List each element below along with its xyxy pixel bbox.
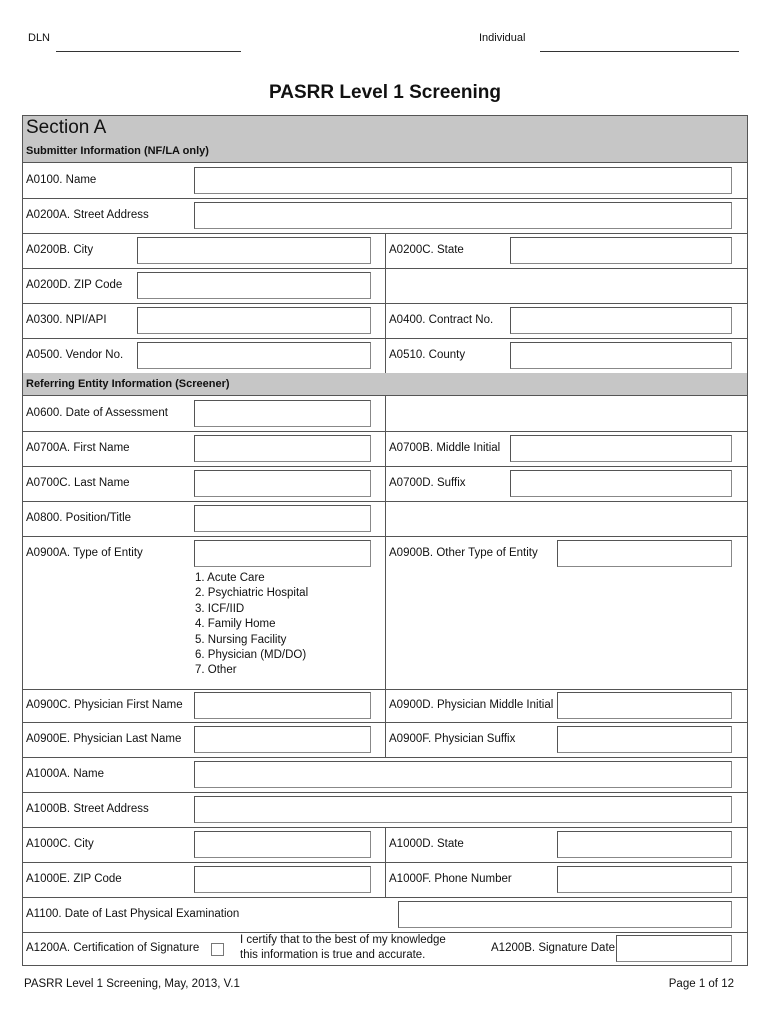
row-a1000b — [23, 792, 747, 828]
row-a0900a — [23, 536, 747, 690]
certify-line-1: I certify that to the best of my knowledge — [240, 934, 446, 946]
label-a0800: A0800. Position/Title — [26, 512, 132, 524]
entity-type-item: 4. Family Home — [195, 618, 276, 631]
label-a0510: A0510. County — [389, 349, 466, 361]
label-a0900f: A0900F. Physician Suffix — [389, 733, 516, 745]
input-a1000c[interactable] — [194, 831, 371, 858]
input-a0700c[interactable] — [194, 470, 371, 497]
dln-label: DLN — [28, 32, 51, 44]
entity-type-item: 2. Psychiatric Hospital — [195, 587, 309, 600]
input-a0600[interactable] — [194, 400, 371, 427]
row-a0700a — [23, 431, 747, 467]
row-a0900c — [23, 689, 747, 723]
label-a0700a: A0700A. First Name — [26, 442, 130, 454]
label-a0900b: A0900B. Other Type of Entity — [389, 547, 538, 559]
dln-field[interactable] — [56, 51, 241, 52]
label-a0300: A0300. NPI/API — [26, 314, 107, 326]
input-a1000e[interactable] — [194, 866, 371, 893]
input-a1000d[interactable] — [557, 831, 732, 858]
row-a1000a — [23, 757, 747, 793]
input-a0900f[interactable] — [557, 726, 732, 753]
label-a1100: A1100. Date of Last Physical Examination — [26, 908, 240, 920]
row-a0200a — [23, 198, 747, 234]
label-a0200c: A0200C. State — [389, 244, 464, 256]
certification-checkbox[interactable] — [211, 943, 224, 956]
row-a0300 — [23, 303, 747, 339]
individual-label: Individual — [479, 32, 526, 44]
input-a0700d[interactable] — [510, 470, 732, 497]
input-a1000a[interactable] — [194, 761, 732, 788]
label-a1000f: A1000F. Phone Number — [389, 873, 512, 885]
row-a0100 — [23, 163, 747, 199]
label-a0900a: A0900A. Type of Entity — [26, 547, 143, 559]
input-a1000b[interactable] — [194, 796, 732, 823]
row-a0900e — [23, 722, 747, 758]
label-a0200b: A0200B. City — [26, 244, 94, 256]
row-a0200b — [23, 233, 747, 269]
input-a0200d[interactable] — [137, 272, 371, 299]
entity-type-item: 7. Other — [195, 664, 237, 677]
label-a0200a: A0200A. Street Address — [26, 209, 149, 221]
label-a0500: A0500. Vendor No. — [26, 349, 124, 361]
input-a0200a[interactable] — [194, 202, 732, 229]
input-a0900b[interactable] — [557, 540, 732, 567]
entity-type-item: 5. Nursing Facility — [195, 633, 287, 646]
input-a0200b[interactable] — [137, 237, 371, 264]
input-a0700a[interactable] — [194, 435, 371, 462]
certify-line-2: this information is true and accurate. — [240, 949, 426, 961]
input-a1100[interactable] — [398, 901, 732, 928]
label-a1200a: A1200A. Certification of Signature — [26, 942, 200, 954]
label-a0700c: A0700C. Last Name — [26, 477, 130, 489]
row-a0500 — [23, 338, 747, 374]
submitter-header: Submitter Information (NF/LA only) — [23, 140, 747, 163]
row-a0200d — [23, 268, 747, 304]
page-title: PASRR Level 1 Screening — [269, 82, 501, 103]
label-a0900e: A0900E. Physician Last Name — [26, 733, 182, 745]
section-a-table — [22, 115, 748, 966]
input-a1000f[interactable] — [557, 866, 732, 893]
input-a0700b[interactable] — [510, 435, 732, 462]
input-a0400[interactable] — [510, 307, 732, 334]
input-a0200c[interactable] — [510, 237, 732, 264]
label-a0600: A0600. Date of Assessment — [26, 407, 168, 419]
input-a1200b[interactable] — [616, 935, 732, 962]
input-a0800[interactable] — [194, 505, 371, 532]
label-a0200d: A0200D. ZIP Code — [26, 279, 123, 291]
row-a1000c — [23, 827, 747, 863]
label-a0900c: A0900C. Physician First Name — [26, 699, 183, 711]
row-a0800 — [23, 501, 747, 537]
page-number: Page 1 of 12 — [668, 978, 734, 990]
input-a0900a[interactable] — [194, 540, 371, 567]
row-a1100 — [23, 897, 747, 933]
label-a1200b: A1200B. Signature Date — [491, 942, 616, 954]
label-a0700b: A0700B. Middle Initial — [389, 442, 501, 454]
label-a1000a: A1000A. Name — [26, 768, 104, 780]
section-title: Section A — [23, 116, 747, 141]
label-a1000c: A1000C. City — [26, 838, 94, 850]
input-a0900e[interactable] — [194, 726, 371, 753]
entity-type-item: 1. Acute Care — [195, 572, 265, 584]
input-a0500[interactable] — [137, 342, 371, 369]
footer-title: PASRR Level 1 Screening, May, 2013, V.1 — [24, 978, 240, 990]
individual-field[interactable] — [540, 51, 739, 52]
input-a0300[interactable] — [137, 307, 371, 334]
row-a1200 — [23, 932, 747, 966]
label-a1000e: A1000E. ZIP Code — [26, 873, 122, 885]
label-a1000b: A1000B. Street Address — [26, 803, 149, 815]
label-a0400: A0400. Contract No. — [389, 314, 494, 326]
referring-header: Referring Entity Information (Screener) — [23, 373, 747, 396]
entity-type-item: 6. Physician (MD/DO) — [195, 649, 307, 662]
row-a0600 — [23, 396, 747, 432]
entity-type-list — [195, 571, 308, 679]
label-a0100: A0100. Name — [26, 174, 97, 186]
input-a0100[interactable] — [194, 167, 732, 194]
label-a0700d: A0700D. Suffix — [389, 477, 466, 489]
entity-type-item: 3. ICF/IID — [195, 602, 245, 615]
label-a0900d: A0900D. Physician Middle Initial — [389, 699, 554, 711]
certification-text — [240, 933, 446, 963]
input-a0900d[interactable] — [557, 692, 732, 719]
input-a0900c[interactable] — [194, 692, 371, 719]
label-a1000d: A1000D. State — [389, 838, 464, 850]
row-a1000e — [23, 862, 747, 898]
input-a0510[interactable] — [510, 342, 732, 369]
row-a0700c — [23, 466, 747, 502]
